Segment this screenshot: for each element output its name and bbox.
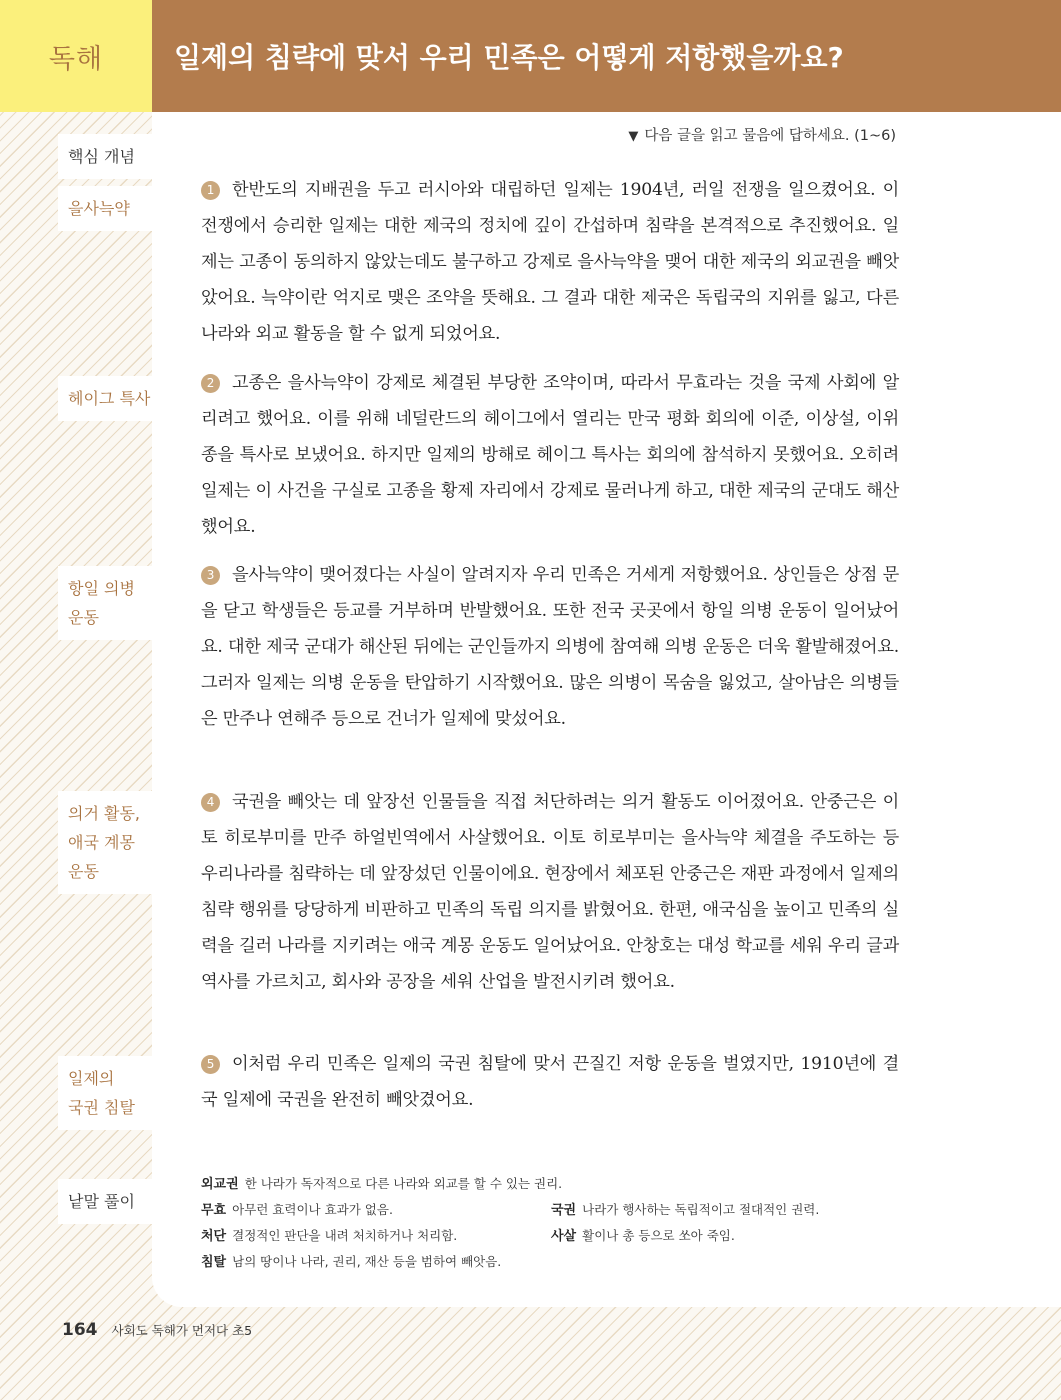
- glossary-entry: [201, 1197, 551, 1223]
- glossary-entry: [201, 1171, 901, 1197]
- paragraph-number: 5: [201, 1055, 220, 1074]
- glossary-definition: 활이나 총 등으로 쏘아 죽임.: [582, 1228, 735, 1243]
- paragraph-text: 한반도의 지배권을 두고 러시아와 대립하던 일제는 1904년, 러일 전쟁을 일으켰어요. 이 전쟁에서 승리한 일제는 대한 제국의 정치에 깊이 간섭하며 침략을 본격적으로 추진했어요. 일제는 고종이 동의하지 않았는데도 불구하고 강제로 을사늑약을 맺어 대한 제국의 외교권을 빼앗았어요. 늑약이란 억지로 맺은 조약을 뜻해요. 그 결과 대한 제국은 독립국의 지위를 잃고, 다른 나라와 외교 활동을 할 수 없게 되었어요.: [201, 180, 899, 344]
- paragraph-text: 이처럼 우리 민족은 일제의 국권 침탈에 맞서 끈질긴 저항 운동을 벌였지만, 1910년에 결국 일제에 국권을 완전히 빼앗겼어요.: [201, 1054, 899, 1110]
- paragraph-text: 을사늑약이 맺어졌다는 사실이 알려지자 우리 민족은 거세게 저항했어요. 상인들은 상점 문을 닫고 학생들은 등교를 거부하며 반발했어요. 또한 전국 곳곳에서 항일 의병 운동이 일어났어요. 대한 제국 군대가 해산된 뒤에는 군인들까지 의병에 참여해 의병 운동은 더욱 활발해졌어요. 그러자 일제는 의병 운동을 탄압하기 시작했어요. 많은 의병이 목숨을 잃었고, 살아남은 의병들은 만주나 연해주 등으로 건너가 일제에 맞섰어요.: [201, 565, 899, 729]
- paragraph-2: [201, 365, 899, 545]
- page-title: 일제의 침략에 맞서 우리 민족은 어떻게 저항했을까요?: [174, 41, 844, 74]
- glossary-term: 처단: [201, 1229, 227, 1244]
- concept-label-3: 항일 의병 운동: [58, 566, 155, 640]
- glossary-term: 외교권: [201, 1177, 239, 1192]
- paragraph-1: [201, 172, 899, 352]
- concept-label-4: 의거 활동, 애국 계몽 운동: [58, 791, 155, 894]
- glossary-definition: 결정적인 판단을 내려 처치하거나 처리함.: [232, 1228, 458, 1243]
- paragraph-number: 1: [201, 181, 220, 200]
- glossary-entry: [201, 1223, 551, 1249]
- glossary-term: 국권: [551, 1203, 577, 1218]
- triangle-down-icon: ▼: [628, 129, 639, 144]
- glossary-row: [201, 1223, 901, 1249]
- glossary-heading: 낱말 풀이: [58, 1179, 155, 1224]
- concept-label-2: 헤이그 특사: [58, 376, 155, 421]
- glossary-term: 침탈: [201, 1255, 227, 1270]
- glossary-definition: 나라가 행사하는 독립적이고 절대적인 권력.: [582, 1202, 820, 1217]
- title-bar: [152, 0, 1061, 112]
- paragraph-5: [201, 1046, 899, 1118]
- paragraph-3: [201, 557, 899, 737]
- glossary-definition: 남의 땅이나 나라, 권리, 재산 등을 범하여 빼앗음.: [232, 1254, 502, 1269]
- concept-label-1: 을사늑약: [58, 186, 155, 231]
- paragraph-4: [201, 784, 899, 1000]
- paragraph-number: 2: [201, 374, 220, 393]
- glossary: [201, 1171, 901, 1275]
- section-tag: [0, 0, 152, 112]
- instruction: [628, 124, 896, 145]
- paragraph-number: 4: [201, 793, 220, 812]
- glossary-row: [201, 1197, 901, 1223]
- glossary-term: 사살: [551, 1229, 577, 1244]
- paragraph-number: 3: [201, 566, 220, 585]
- concept-label-5: 일제의 국권 침탈: [58, 1056, 155, 1130]
- glossary-entry: [551, 1197, 901, 1223]
- page-number: 164: [62, 1320, 98, 1340]
- glossary-entry: [551, 1223, 901, 1249]
- paragraph-text: 국권을 빼앗는 데 앞장선 인물들을 직접 처단하려는 의거 활동도 이어졌어요. 안중근은 이토 히로부미를 만주 하얼빈역에서 사살했어요. 이토 히로부미는 을사늑약 체결을 주도하는 등 우리나라를 침략하는 데 앞장섰던 인물이에요. 현장에서 체포된 안중근은 재판 과정에서 일제의 침략 행위를 당당하게 비판하고 민족의 독립 의지를 밝혔어요. 한편, 애국심을 높이고 민족의 실력을 길러 나라를 지키려는 애국 계몽 운동도 일어났어요. 안창호는 대성 학교를 세워 우리 글과 역사를 가르치고, 회사와 공장을 세워 산업을 발전시키려 했어요.: [201, 792, 899, 992]
- glossary-definition: 한 나라가 독자적으로 다른 나라와 외교를 할 수 있는 권리.: [244, 1176, 563, 1191]
- glossary-entry: [201, 1249, 901, 1275]
- instruction-text: 다음 글을 읽고 물음에 답하세요. (1~6): [644, 128, 896, 144]
- glossary-term: 무효: [201, 1203, 227, 1218]
- page-footer: [62, 1320, 252, 1340]
- glossary-row: [201, 1171, 901, 1197]
- section-tag-label: 독해: [48, 43, 104, 75]
- book-title: 사회도 독해가 먼저다 초5: [111, 1323, 253, 1338]
- core-concept-heading: 핵심 개념: [58, 134, 155, 179]
- glossary-row: [201, 1249, 901, 1275]
- glossary-definition: 아무런 효력이나 효과가 없음.: [232, 1202, 393, 1217]
- paragraph-text: 고종은 을사늑약이 강제로 체결된 부당한 조약이며, 따라서 무효라는 것을 국제 사회에 알리려고 했어요. 이를 위해 네덜란드의 헤이그에서 열리는 만국 평화 회의에 이준, 이상설, 이위종을 특사로 보냈어요. 하지만 일제의 방해로 헤이그 특사는 회의에 참석하지 못했어요. 오히려 일제는 이 사건을 구실로 고종을 황제 자리에서 강제로 물러나게 하고, 대한 제국의 군대도 해산했어요.: [201, 373, 899, 537]
